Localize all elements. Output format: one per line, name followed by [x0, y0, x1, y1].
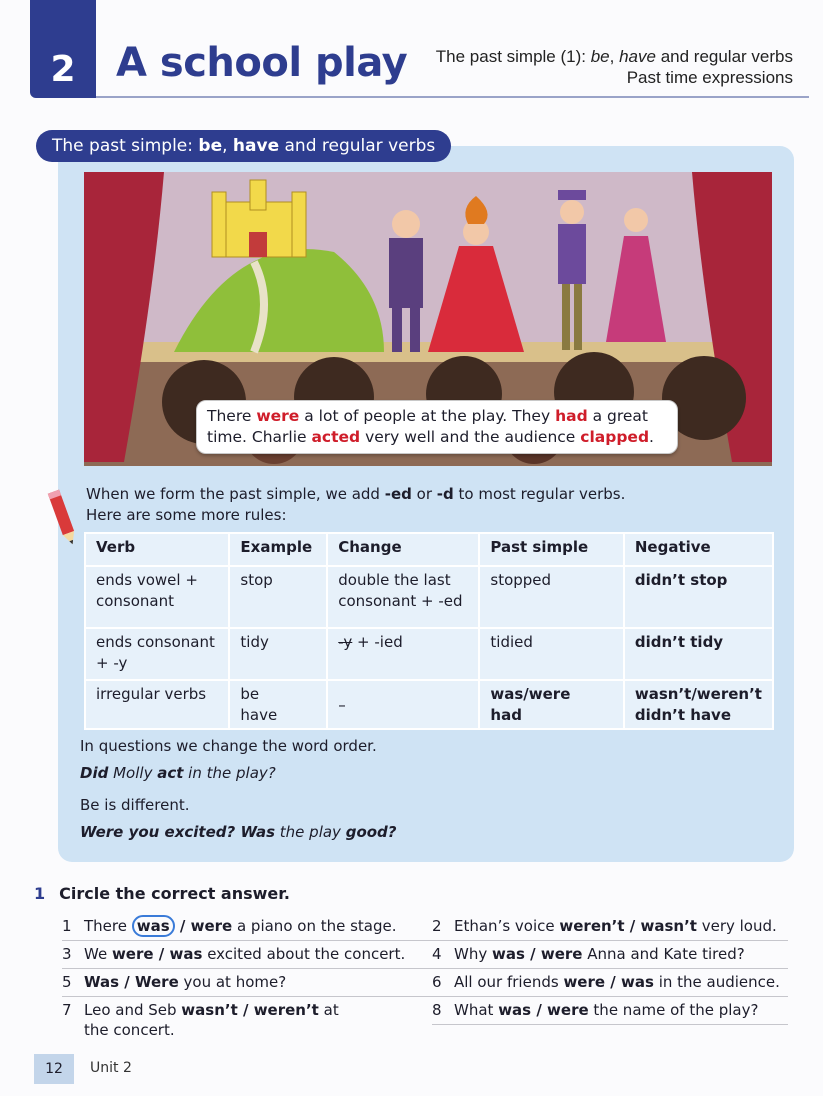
page-number: 12: [34, 1054, 74, 1084]
item-text-end: Anna and Kate tired?: [582, 945, 745, 963]
caption-text: a lot of people at the play. They: [299, 407, 556, 425]
caption-highlight-clapped: clapped: [580, 428, 650, 446]
cell-past: tidied: [479, 628, 623, 680]
questions-line-1: In questions we change the word order.: [80, 737, 377, 755]
unit-number-tab: [30, 0, 96, 98]
questions-example-2: [80, 822, 740, 842]
caption-highlight-had: had: [555, 407, 588, 425]
answer-line: [62, 996, 788, 997]
intro-text-end: to most regular verbs.: [453, 485, 626, 503]
exercise-item-5[interactable]: [62, 972, 286, 992]
q1-act: act: [157, 764, 184, 782]
exercise-item-8[interactable]: [432, 1000, 758, 1020]
intro-text: When we form the past simple, we add: [86, 485, 385, 503]
intro-line-1: [86, 484, 776, 505]
exercise-instruction: Circle the correct answer.: [59, 884, 290, 903]
questions-example-1: [80, 763, 740, 783]
q2-the-play: the play: [275, 823, 346, 841]
intro-d: -d: [436, 485, 454, 503]
cell-example: [229, 680, 327, 729]
option-separator: /: [237, 1001, 254, 1019]
subtitle-comma: ,: [609, 47, 620, 66]
item-text: Ethan’s voice: [454, 917, 560, 935]
section-heading-text-end: and regular verbs: [279, 136, 436, 156]
cell-example-be: be: [240, 685, 260, 703]
q2-good: good?: [345, 823, 397, 841]
subtitle-line-1: [436, 46, 793, 67]
section-heading-have: have: [232, 136, 280, 156]
subtitle-text: The past simple (1):: [435, 47, 591, 66]
pencil-icon: [46, 486, 80, 550]
q2-was: Was: [240, 823, 276, 841]
option-separator: /: [605, 973, 621, 991]
section-heading-text: The past simple:: [52, 136, 199, 156]
table-row: [85, 680, 773, 729]
caption-highlight-acted: acted: [311, 428, 361, 446]
caption-highlight-were: were: [256, 407, 300, 425]
questions-line-3: Be is different.: [80, 796, 190, 814]
option-separator: /: [531, 1001, 548, 1019]
item-text-line-2: the concert.: [84, 1021, 175, 1039]
questions-note: [80, 736, 740, 849]
answer-line: [62, 968, 788, 969]
column-header-verb: Verb: [85, 533, 229, 566]
item-text: All our friends: [454, 973, 564, 991]
page-subtitle: [436, 46, 793, 88]
option-separator: /: [624, 917, 641, 935]
intro-line-2: Here are some more rules:: [86, 506, 287, 524]
q1-rest: in the play?: [183, 764, 276, 782]
section-heading-be: be: [198, 136, 223, 156]
footer-unit-label: Unit 2: [90, 1060, 132, 1076]
caption-text: There: [207, 407, 257, 425]
intro-ed: -ed: [384, 485, 412, 503]
cell-verb: ends consonant + -y: [85, 628, 229, 680]
item-text: There: [84, 917, 132, 935]
option-separator: /: [153, 945, 170, 963]
item-text-end: excited about the concert.: [202, 945, 406, 963]
cell-change-strike: -y: [338, 633, 353, 651]
exercise-item-2[interactable]: [432, 916, 777, 936]
illustration-caption: [196, 400, 678, 454]
cell-verb: ends vowel + consonant: [85, 566, 229, 628]
cell-past: stopped: [479, 566, 623, 628]
cell-past-was-were: was/were: [490, 685, 571, 703]
cell-negative: [624, 680, 773, 729]
item-text: Leo and Seb: [84, 1001, 182, 1019]
past-simple-rules-table: [84, 532, 774, 730]
option[interactable]: was: [621, 973, 654, 991]
option-separator: /: [119, 973, 135, 991]
q1-did: Did: [80, 764, 109, 782]
cell-verb: irregular verbs: [85, 680, 229, 729]
cell-change-rest: + -ied: [352, 633, 403, 651]
option[interactable]: weren’t: [253, 1001, 319, 1019]
option[interactable]: were: [111, 945, 154, 963]
header-divider: [96, 96, 809, 98]
option[interactable]: were: [190, 917, 233, 935]
cell-change: [327, 628, 479, 680]
exercise-item-3[interactable]: [62, 944, 405, 964]
option-separator: /: [174, 917, 191, 935]
item-text-end: you at home?: [178, 973, 287, 991]
q2-were: Were: [80, 823, 124, 841]
option[interactable]: wasn’t: [640, 917, 697, 935]
item-text-end: in the audience.: [653, 973, 780, 991]
table-row: [85, 628, 773, 680]
cell-past-had: had: [490, 706, 522, 724]
option[interactable]: was: [169, 945, 203, 963]
item-number: 3: [62, 945, 72, 963]
item-number: 4: [432, 945, 442, 963]
page-title: A school play: [116, 40, 408, 86]
option[interactable]: Was: [84, 973, 120, 991]
item-text-end: very loud.: [696, 917, 777, 935]
column-header-change: Change: [327, 533, 479, 566]
item-number: 8: [432, 1001, 442, 1019]
cell-change: –: [327, 680, 479, 729]
item-number: 7: [62, 1001, 72, 1019]
rules-intro: [86, 484, 776, 526]
exercise-item-1[interactable]: [62, 916, 397, 936]
caption-text: a great time. Charlie: [207, 407, 649, 446]
item-number: 2: [432, 917, 442, 935]
column-header-example: Example: [229, 533, 327, 566]
cell-negative: didn’t stop: [624, 566, 773, 628]
caption-text: .: [649, 428, 654, 446]
exercise-number: 1: [34, 884, 46, 903]
q1-subject: Molly: [108, 764, 158, 782]
unit-number: 2: [50, 49, 76, 90]
option[interactable]: wasn’t: [181, 1001, 238, 1019]
subtitle-line-2: Past time expressions: [626, 68, 793, 87]
table-row: [85, 566, 773, 628]
column-header-past-simple: Past simple: [479, 533, 623, 566]
item-text: What: [454, 1001, 499, 1019]
option-circled[interactable]: was: [132, 915, 175, 937]
subtitle-have: have: [619, 47, 656, 66]
column-header-negative: Negative: [624, 533, 773, 566]
cell-negative-didnt: didn’t have: [634, 706, 732, 724]
table-header-row: [85, 533, 773, 566]
option[interactable]: were: [540, 945, 583, 963]
exercise-1-title: [34, 884, 290, 903]
item-text-end: a piano on the stage.: [232, 917, 397, 935]
item-text-end: the name of the play?: [588, 1001, 759, 1019]
subtitle-text-end: and regular verbs: [655, 47, 793, 66]
caption-text: very well and the audience: [360, 428, 581, 446]
item-text: We: [84, 945, 112, 963]
option[interactable]: was: [498, 1001, 532, 1019]
exercise-item-4[interactable]: [432, 944, 745, 964]
item-number: 5: [62, 973, 72, 991]
answer-line: [62, 940, 788, 941]
item-number: 6: [432, 973, 442, 991]
option[interactable]: were: [547, 1001, 589, 1019]
cell-change: double the last consonant + -ed: [327, 566, 479, 628]
intro-or: or: [411, 485, 437, 503]
option[interactable]: were: [563, 973, 606, 991]
option[interactable]: was: [491, 945, 525, 963]
cell-negative: didn’t tidy: [624, 628, 773, 680]
cell-example: tidy: [229, 628, 327, 680]
answer-line: [432, 1024, 788, 1025]
item-number: 1: [62, 917, 72, 935]
cell-example: stop: [229, 566, 327, 628]
section-heading-comma: ,: [222, 136, 233, 156]
option-separator: /: [524, 945, 541, 963]
cell-negative-wasnt: wasn’t/weren’t: [634, 685, 762, 703]
q2-you-excited: you excited?: [123, 823, 241, 841]
option[interactable]: weren’t: [559, 917, 625, 935]
subtitle-be: be: [590, 47, 610, 66]
option[interactable]: Were: [135, 973, 179, 991]
cell-past: [479, 680, 623, 729]
section-heading: [36, 130, 451, 162]
item-text-end: at: [318, 1001, 339, 1019]
exercise-item-6[interactable]: [432, 972, 780, 992]
cell-example-have: have: [240, 706, 278, 724]
exercise-item-7[interactable]: [62, 1000, 339, 1040]
item-text: Why: [454, 945, 492, 963]
